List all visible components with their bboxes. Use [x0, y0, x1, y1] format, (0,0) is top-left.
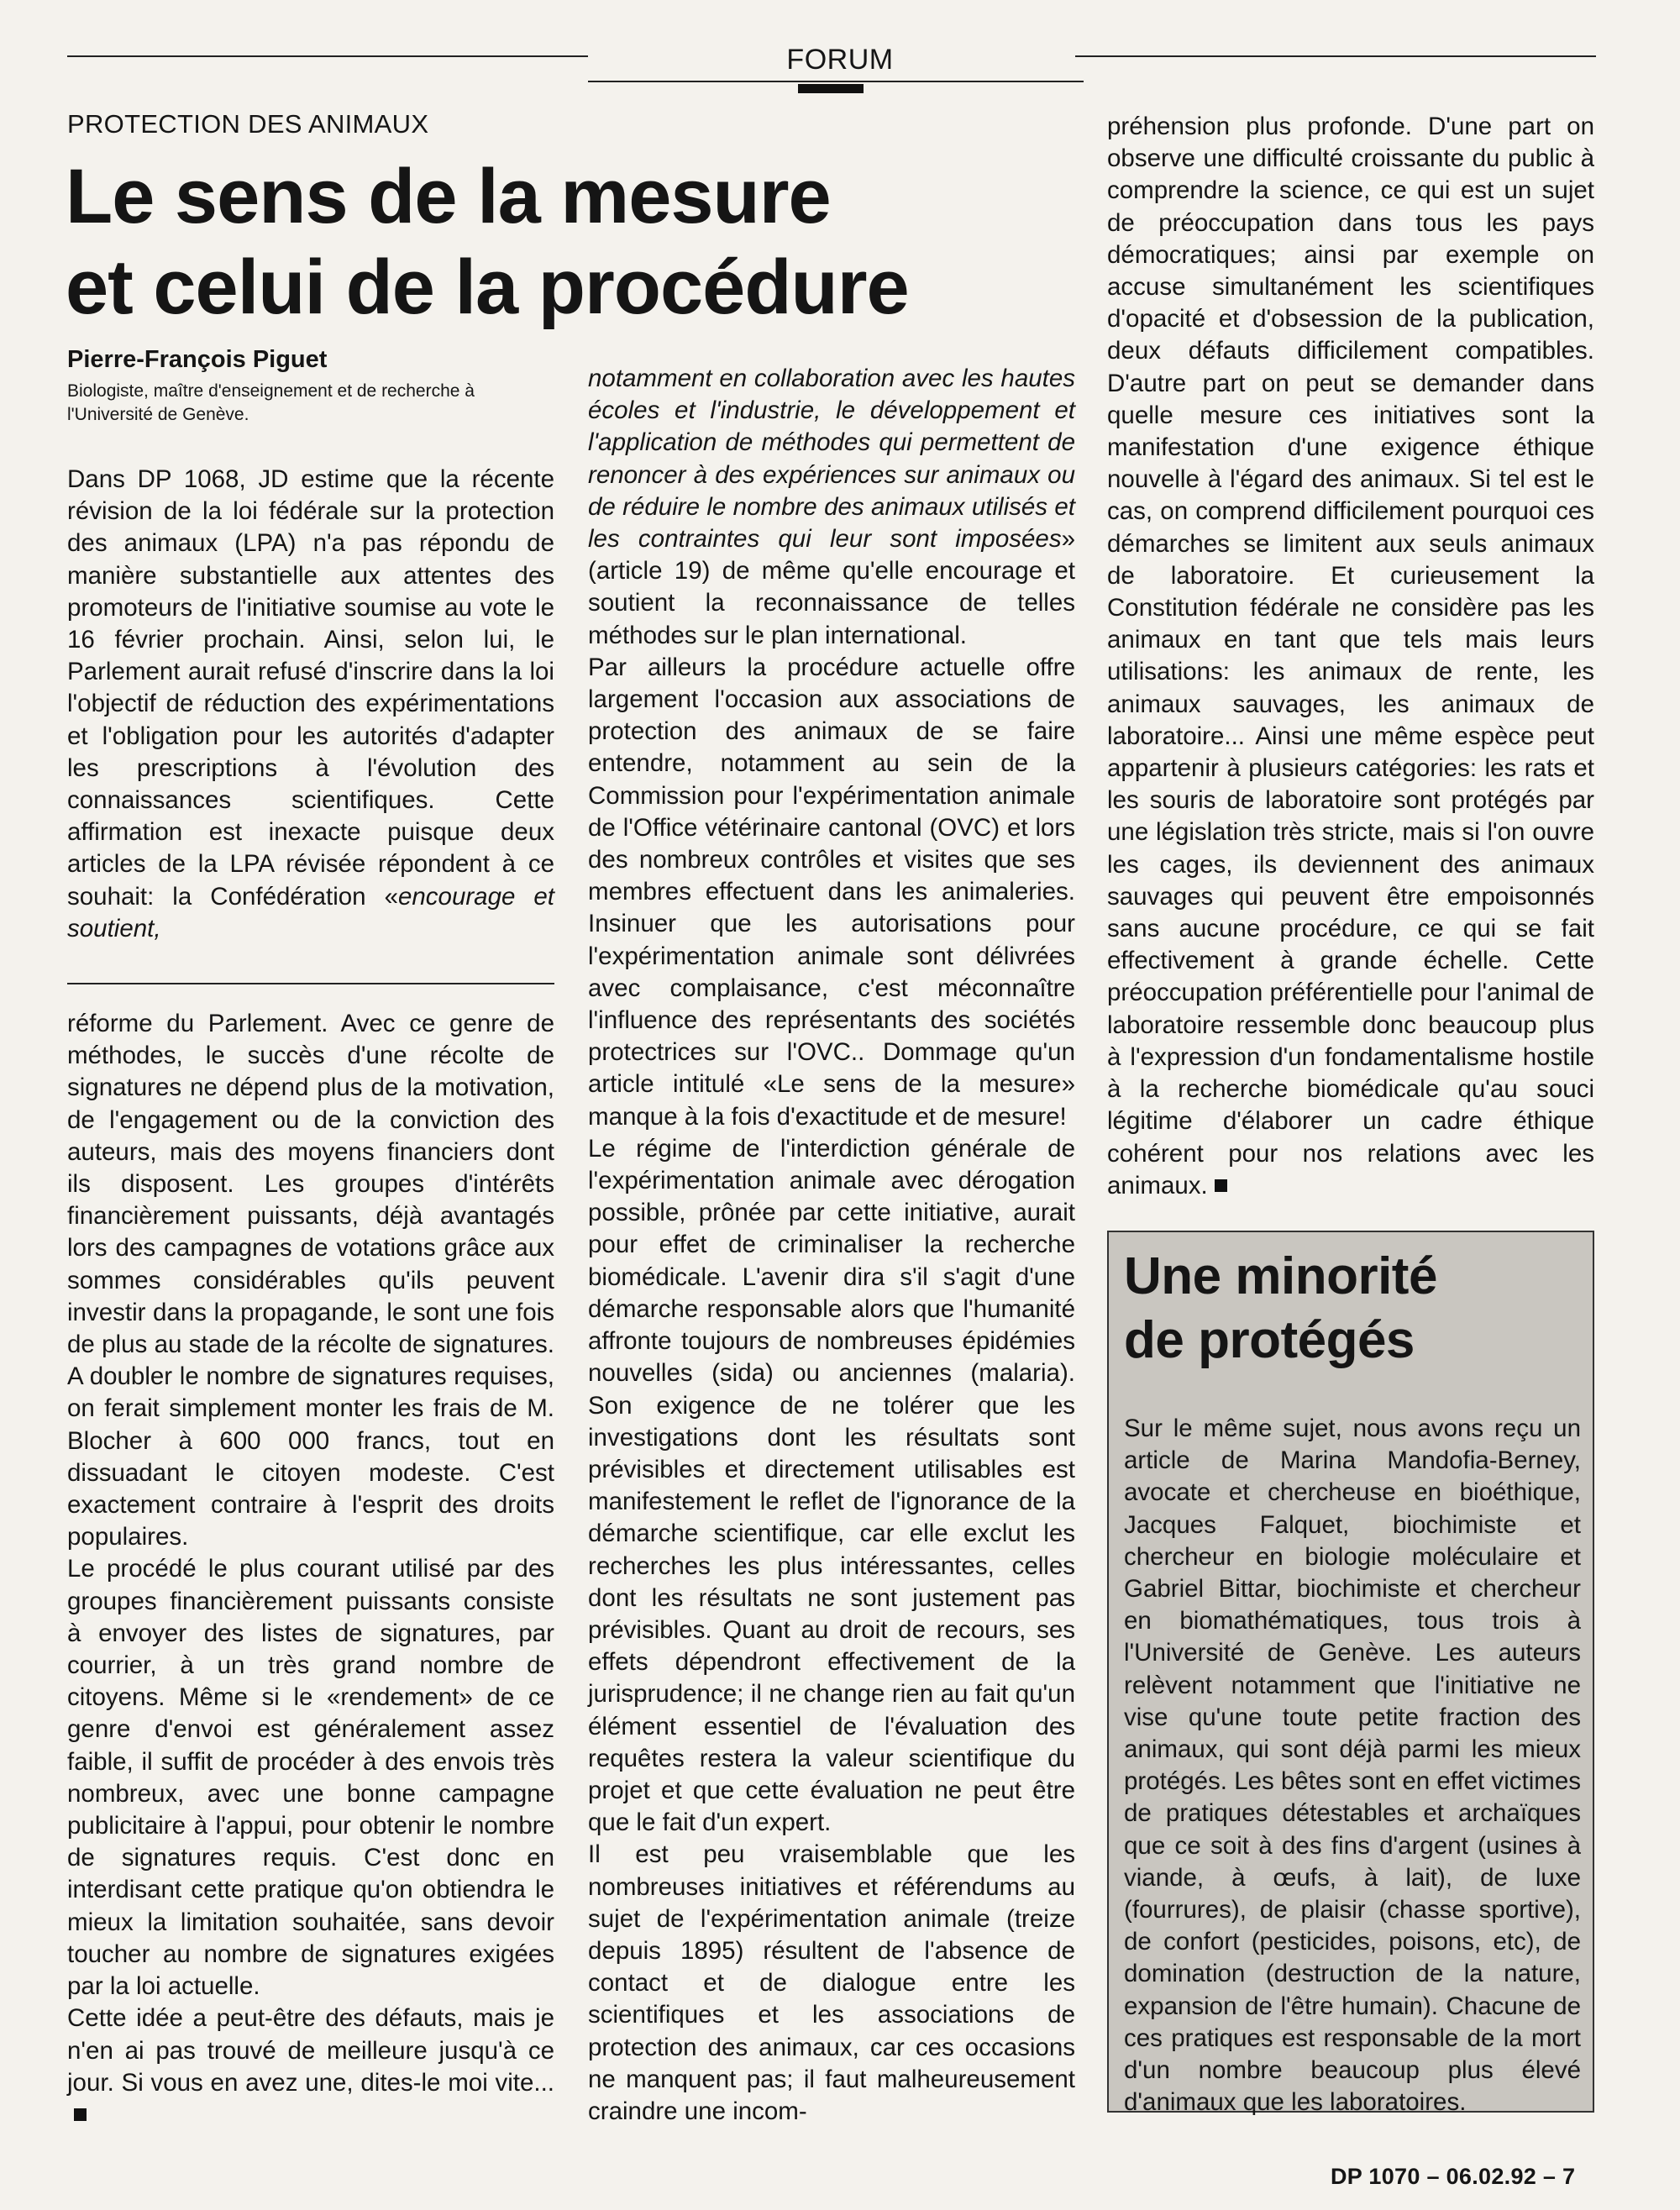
paragraph: Le régime de l'interdiction générale de l'expérimentation animale avec dérogation possible, prônée par cette initiative, aurait pour effet de criminaliser la recherche biomédicale. L'avenir dira s'il s'agit d'une démarche responsable alors que l'humanité affronte toujours de nombreuses épidémies nouvelles (sida) ou anciennes (malaria). Son exigence de ne tolérer que les investigations dont les résultats sont prévisibles et directement utilisables est manifestement le reflet de l'ignorance de la démarche scientifique, car elle exclut les recherches les plus intéressantes, celles dont les résultats ne sont justement pas prévisibles. Quant au droit de recours, ses effets dépendront effectivement de la jurisprudence; il ne change rien au fait qu'un élément essentiel de l'évaluation des requêtes restera la valeur scientifique du projet et que cette évaluation ne peut être que le fait d'un expert. [588, 1134, 1075, 1837]
paragraph: notamment en collaboration avec les hautes écoles et l'industrie, le développement et l'application de méthodes qui permettent de renoncer à des expériences sur animaux ou de réduire le nombre des animaux utilisés et les contraintes qui leur sont imposées» (article 19) de même qu'elle encourage et soutient la reconnaissance de telles méthodes sur le plan international. [588, 365, 1075, 649]
section-label: FORUM [786, 44, 894, 76]
author-affiliation: Biologiste, maître d'enseignement et de recherche à l'Université de Genève. [67, 381, 475, 424]
sidebar-title: Une minorité de protégés [1124, 1247, 1437, 1369]
column-divider [67, 983, 554, 984]
top-rule-right [1075, 55, 1596, 57]
article-column-1-top [67, 464, 554, 945]
sidebar-text: Sur le même sujet, nous avons reçu un article de Marina Mandofia-Berney, avocate et chercheuse en bioéthique, Jacques Falquet, biochimiste et chercheur en biologie moléculaire et Gabriel Bittar, biochimiste et chercheur en biomathématiques, tous trois à l'Université de Genève. Les auteurs relèvent notamment que l'initiative ne vise qu'une toute petite fraction des animaux, qui sont déjà parmi les mieux protégés. Les bêtes sont en effet victimes de pratiques détestables et archaïques que ce soit à des fins d'argent (usines à viande, à œufs, à lait), de luxe (fourrures), de plaisir (chasse sportive), de confort (pesticides, poisons, etc), de domination (destruction de la nature, expansion de l'être humain). Chacune de ces pratiques est responsable de la mort d'un nombre beaucoup plus élevé d'animaux que les laboratoires. [1124, 1415, 1581, 2117]
sidebar-box [1107, 1231, 1594, 2117]
top-rule-center [588, 81, 1084, 82]
author-name: Pierre-François Piguet [67, 346, 328, 373]
article-column-1-bottom [67, 1008, 554, 2131]
page-folio: DP 1070 – 06.02.92 – 7 [1331, 2164, 1576, 2189]
paragraph: Le procédé le plus courant utilisé par des groupes financièrement puissants consiste à envoyer des listes de signatures, par courrier, à un très grand nombre de citoyens. Même si le «rendement» de ce genre d'envoi est généralement assez faible, il suffit de procéder à des envois très nombreux, avec une bonne campagne publicitaire à l'appui, pour obtenir le nombre de signatures requis. C'est donc en interdisant cette pratique qu'on obtiendra le mieux la limitation souhaitée, sans devoir toucher au nombre de signatures exigées par la loi actuelle. [67, 1555, 554, 2001]
article-column-3 [1107, 111, 1594, 1202]
paragraph: Par ailleurs la procédure actuelle offre largement l'occasion aux associations de protection des animaux de se faire entendre, notamment au sein de la Commission pour l'expérimentation animale de l'Office vétérinaire cantonal (OVC) et lors des nombreux contrôles et visites que ses membres effectuent dans les animaleries. Insinuer que les autorisations pour l'expérimentation animale sont délivrées avec complaisance, c'est méconnaître l'influence des représentants des sociétés protectrices sur l'OVC.. Dommage qu'un article intitulé «Le sens de la mesure» manque à la fois d'exactitude et de mesure! [588, 653, 1075, 1131]
section-marker [798, 84, 864, 93]
paragraph: Dans DP 1068, JD estime que la récente révision de la loi fédérale sur la protection des animaux (LPA) n'a pas répondu de manière substantielle aux attentes des promoteurs de l'initiative soumise au vote le 16 février prochain. Ainsi, selon lui, le Parlement aurait refusé d'inscrire dans la loi l'objectif de réduction des expérimentations et l'obligation pour les autorités d'adapter les prescriptions à l'évolution des connaissances scientifiques. Cette affirmation est inexacte puisque deux articles de la LPA révisée répondent à ce souhait: la Confédération «encourage et soutient, [67, 465, 554, 942]
paragraph: Il est peu vraisemblable que les nombreuses initiatives et référendums au sujet de l'expérimentation animale (treize depuis 1895) résultent de l'absence de contact et de dialogue entre les scientifiques et les associations de protection des animaux, car ces occasions ne manquent pas; il faut malheureusement craindre une incom- [588, 1840, 1075, 2125]
paragraph: préhension plus profonde. D'une part on observe une difficulté croissante du public à comprendre la science, ce qui est un sujet de préoccupation dans tous les pays démocratiques; ainsi par exemple on accuse simultanément les scientifiques d'opacité et d'obsession de la publication, deux défauts difficilement compatibles. D'autre part on peut se demander dans quelle mesure ces initiatives sont la manifestation d'une exigence éthique nouvelle à l'égard des animaux. Si tel est le cas, on comprend difficilement pourquoi ces démarches se limitent aux seuls animaux de laboratoire. Et curieusement la Constitution fédérale ne considère pas les animaux en tant que tels mais leurs utilisations: les animaux de rente, les animaux sauvages, les animaux de laboratoire... Ainsi une même espèce peut appartenir à plusieurs catégories: les rats et les souris de laboratoire sont protégés par une législation très stricte, mais si l'on ouvre les cages, ils deviennent des animaux sauvages qui peuvent être empoisonnés sans aucune procédure, ce qui se fait effectivement à grande échelle. Cette préoccupation préférentielle pour l'animal de laboratoire ressemble donc beaucoup plus à l'expression d'un fondamentalisme hostile à la recherche biomédicale qu'au souci légitime d'élaborer un cadre éthique cohérent pour nos relations avec les animaux. [1107, 113, 1594, 1199]
headline [66, 151, 973, 333]
top-rule-left [67, 55, 588, 57]
headline-line-2: et celui de la procédure [66, 244, 909, 330]
article-column-2 [588, 363, 1075, 2128]
paragraph: Cette idée a peut-être des défauts, mais je n'en ai pas trouvé de meilleure jusqu'à ce jour. Si vous en avez une, dites-le moi vite... [67, 2003, 554, 2131]
headline-line-1: Le sens de la mesure [66, 154, 831, 239]
end-mark [1215, 1179, 1227, 1192]
end-mark [74, 2108, 87, 2121]
paragraph: réforme du Parlement. Avec ce genre de méthodes, le succès d'une récolte de signatures ne dépend plus de la motivation, de l'engagement ou de la conviction des auteurs, mais des moyens financiers dont ils disposent. Les groupes d'intérêts financièrement puissants, déjà avantagés lors des campagnes de votations grâce aux sommes considérables qu'ils peuvent investir dans la propagande, le sont une fois de plus au stade de la récolte de signatures. A doubler le nombre de signatures requises, on ferait simplement monter les frais de M. Blocher à 600 000 francs, tout en dissuadant le citoyen modeste. C'est exactement contraire à l'esprit des droits populaires. [67, 1010, 554, 1551]
kicker: PROTECTION DES ANIMAUX [67, 109, 429, 139]
